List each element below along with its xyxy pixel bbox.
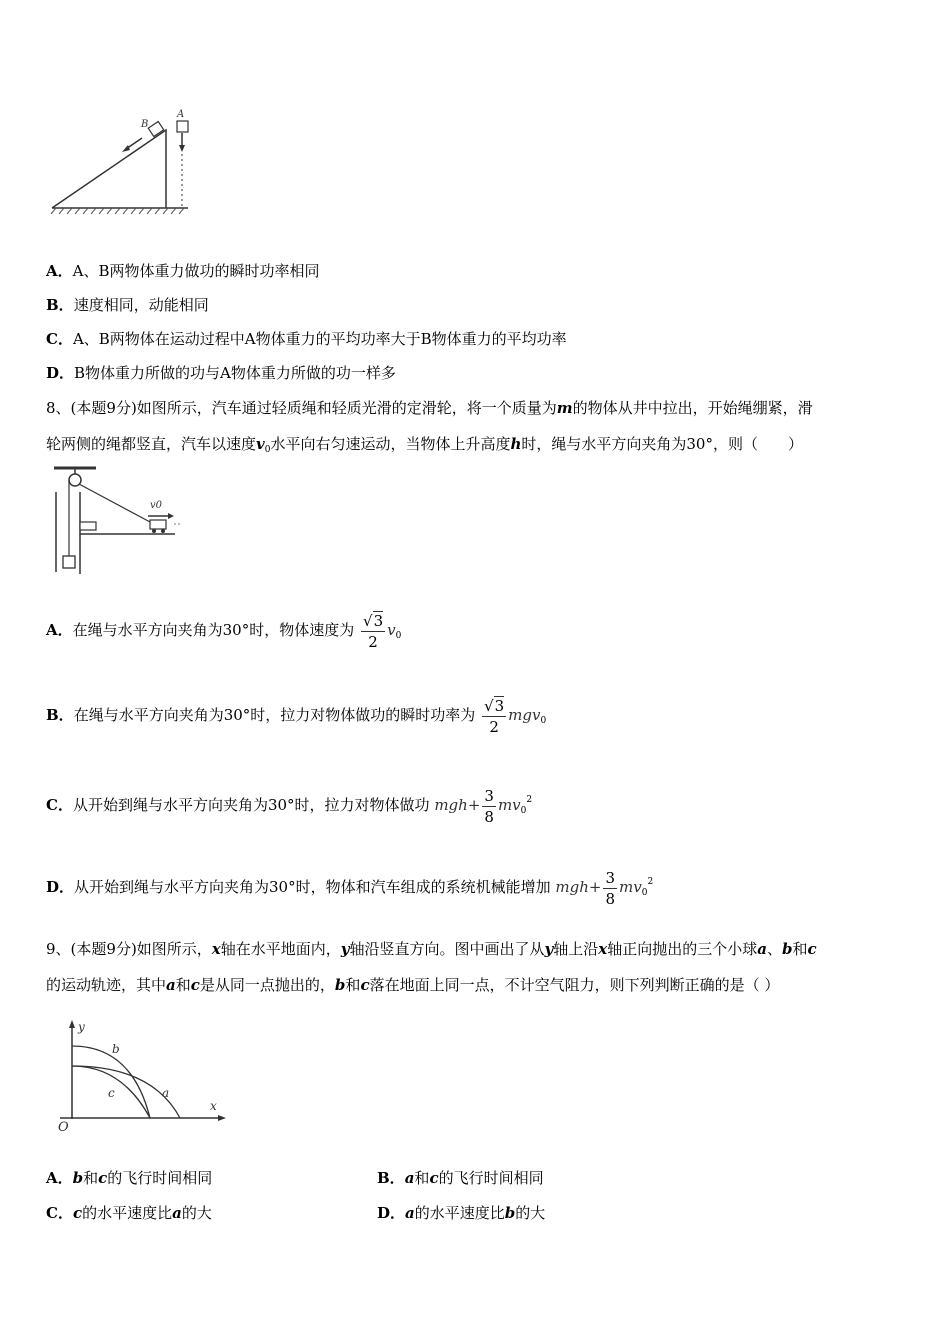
q8-option-a[interactable]: A．在绳与水平方向夹角为30°时，物体速度为 $\frac{√3}{2}$ $v_0$ bbox=[46, 611, 402, 651]
q9-option-b[interactable]: B．a和c的飞行时间相同 bbox=[377, 1169, 544, 1187]
curve-b-label: b bbox=[112, 1042, 120, 1056]
axis-x-label: x bbox=[210, 1099, 217, 1113]
q9-option-c[interactable]: C．c的水平速度比a的大 bbox=[46, 1204, 212, 1222]
trajectory-figure bbox=[52, 1014, 232, 1134]
q7-option-b[interactable]: B．速度相同，动能相同 bbox=[46, 296, 209, 314]
q7-option-c[interactable]: C．A、B两物体在运动过程中A物体重力的平均功率大于B物体重力的平均功率 bbox=[46, 330, 567, 348]
q8-stem-line2: 轮两侧的绳都竖直，汽车以速度$v_0$水平向右匀速运动，当物体上升高度h时，绳与水平方向夹角为30°，则（ ） bbox=[46, 435, 803, 455]
formula-sqrt3-over-2: $\frac{√3}{2}$ bbox=[363, 611, 384, 651]
q7-option-a[interactable]: A．A、B两物体重力做功的瞬时功率相同 bbox=[46, 262, 320, 280]
q8-option-b[interactable]: B．在绳与水平方向夹角为30°时，拉力对物体做功的瞬时功率为 $\frac{√3}{2}$ mgv$_0$ bbox=[46, 696, 547, 736]
origin-label: O bbox=[58, 1120, 69, 1134]
incline-figure bbox=[46, 100, 196, 220]
formula-3-over-8: $\frac{3}{8}$ bbox=[605, 868, 616, 908]
q9-option-a[interactable]: A．b和c的飞行时间相同 bbox=[46, 1169, 213, 1187]
block-b-label: B bbox=[141, 119, 149, 130]
q9-stem-line2: 的运动轨迹，其中a和c是从同一点抛出的，b和c落在地面上同一点，不计空气阻力，则下列判断正确的是（ ） bbox=[46, 976, 780, 994]
curve-a-label: a bbox=[162, 1086, 170, 1100]
axis-y-label: y bbox=[78, 1020, 85, 1034]
v0-label: v0 bbox=[150, 500, 163, 511]
q9-stem-line1: 9、(本题9分)如图所示，x轴在水平地面内，y轴沿竖直方向。图中画出了从y轴上沿x轴正向抛出的三个小球a、b和c bbox=[46, 940, 817, 958]
q7-option-d[interactable]: D．B物体重力所做的功与A物体重力所做的功一样多 bbox=[46, 364, 396, 382]
formula-sqrt3-over-2: $\frac{√3}{2}$ bbox=[484, 696, 505, 736]
formula-3-over-8: $\frac{3}{8}$ bbox=[484, 786, 494, 826]
block-a-label: A bbox=[177, 109, 185, 120]
q8-stem-line1: 8、(本题9分)如图所示，汽车通过轻质绳和轻质光滑的定滑轮，将一个质量为m的物体从井中拉出，开始绳绷紧，滑 bbox=[46, 399, 813, 417]
q8-option-d[interactable]: D．从开始到绳与水平方向夹角为30°时，物体和汽车组成的系统机械能增加 mgh+ $\frac{3}{8}$ $mv_0^2$ bbox=[46, 868, 654, 908]
q9-option-d[interactable]: D．a的水平速度比b的大 bbox=[377, 1204, 546, 1222]
curve-c-label: c bbox=[108, 1086, 115, 1100]
pulley-car-figure bbox=[50, 462, 190, 577]
q8-option-c[interactable]: C．从开始到绳与水平方向夹角为30°时，拉力对物体做功 mgh+ $\frac{3}{8}$ $mv_0^2$ bbox=[46, 786, 533, 826]
